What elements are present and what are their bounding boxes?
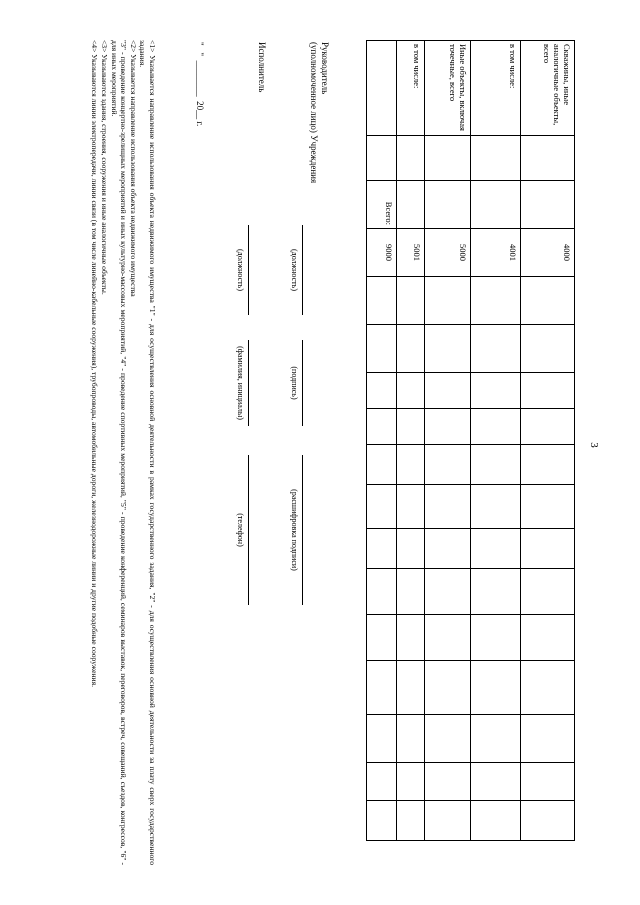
- row-label: в том числе:: [471, 41, 521, 136]
- table-row-total: [367, 41, 397, 841]
- executor-title: Исполнитель: [257, 42, 267, 93]
- footnote: <3> Указываются здания, строения, сооружения и иные аналогичные объекты.: [100, 40, 110, 295]
- total-label: Всего:: [367, 181, 397, 229]
- rotated-page-content: [65, 40, 575, 865]
- table-row: [471, 41, 521, 841]
- row-label: Скважины, иные аналогичные объекты, всего: [521, 41, 575, 136]
- date-line: " " ________ 20__ г.: [195, 42, 205, 127]
- head-position-line: [302, 225, 303, 315]
- head-title: Руководитель: [320, 42, 330, 95]
- row-label: Иные объекты, включая точечные, всего: [425, 41, 471, 136]
- head-subtitle: (уполномоченное лицо) Учреждения: [309, 42, 319, 184]
- row-code: 5000: [425, 229, 471, 277]
- footnote: <2> Указывается направление использования объекта недвижимого имущества: [128, 40, 138, 297]
- footnote: <4> Указываются линии электропередачи, линии связи (в том числе линейно-кабельные сооружения), трубопроводы, автомобильные дороги, железнодорожные линии и другие подобные сооружения.: [90, 40, 100, 687]
- footnotes: [90, 40, 157, 865]
- row-code: 5001: [397, 229, 425, 277]
- head-caption-position: (должность): [290, 249, 299, 291]
- head-decoding-line: [302, 455, 303, 605]
- executor-caption-position: (должность): [236, 249, 245, 291]
- row-code: 4001: [471, 229, 521, 277]
- executor-caption-name: (фамилия, инициалы): [236, 346, 245, 420]
- executor-caption-phone: (телефон): [236, 513, 245, 547]
- table-row: [521, 41, 575, 841]
- table-row: [425, 41, 471, 841]
- executor-phone-line: [248, 455, 249, 605]
- footnote: "3" - проведение концертно-зрелищных мероприятий и иных культурно-массовых мероприятий, "4" - проведение спортивных мероприятий, "5" - проведение конференций, семинаров выставок, переговоров, встреч, совещаний, съездов, конгрессов, "6" - для иных мероприятий.: [109, 40, 129, 865]
- executor-position-line: [248, 225, 249, 315]
- executor-name-line: [248, 340, 249, 426]
- row-code: 4000: [521, 229, 575, 277]
- table-row: [397, 41, 425, 841]
- head-caption-decoding: (расшифровка подписи): [290, 489, 299, 571]
- data-table: [366, 40, 575, 841]
- head-signature-line: [302, 340, 303, 426]
- row-label: в том числе:: [397, 41, 425, 136]
- page-number: 3: [588, 442, 600, 448]
- total-code: 9000: [367, 229, 397, 277]
- footnote: <1> Указывается направление использования объекта недвижимого имущества "1" - для осуществления основной деятельности в рамках государственного задания, "2" - для осуществления основной деятельности за плату сверх государственного задания.: [138, 40, 157, 865]
- head-caption-signature: (подпись): [290, 366, 299, 400]
